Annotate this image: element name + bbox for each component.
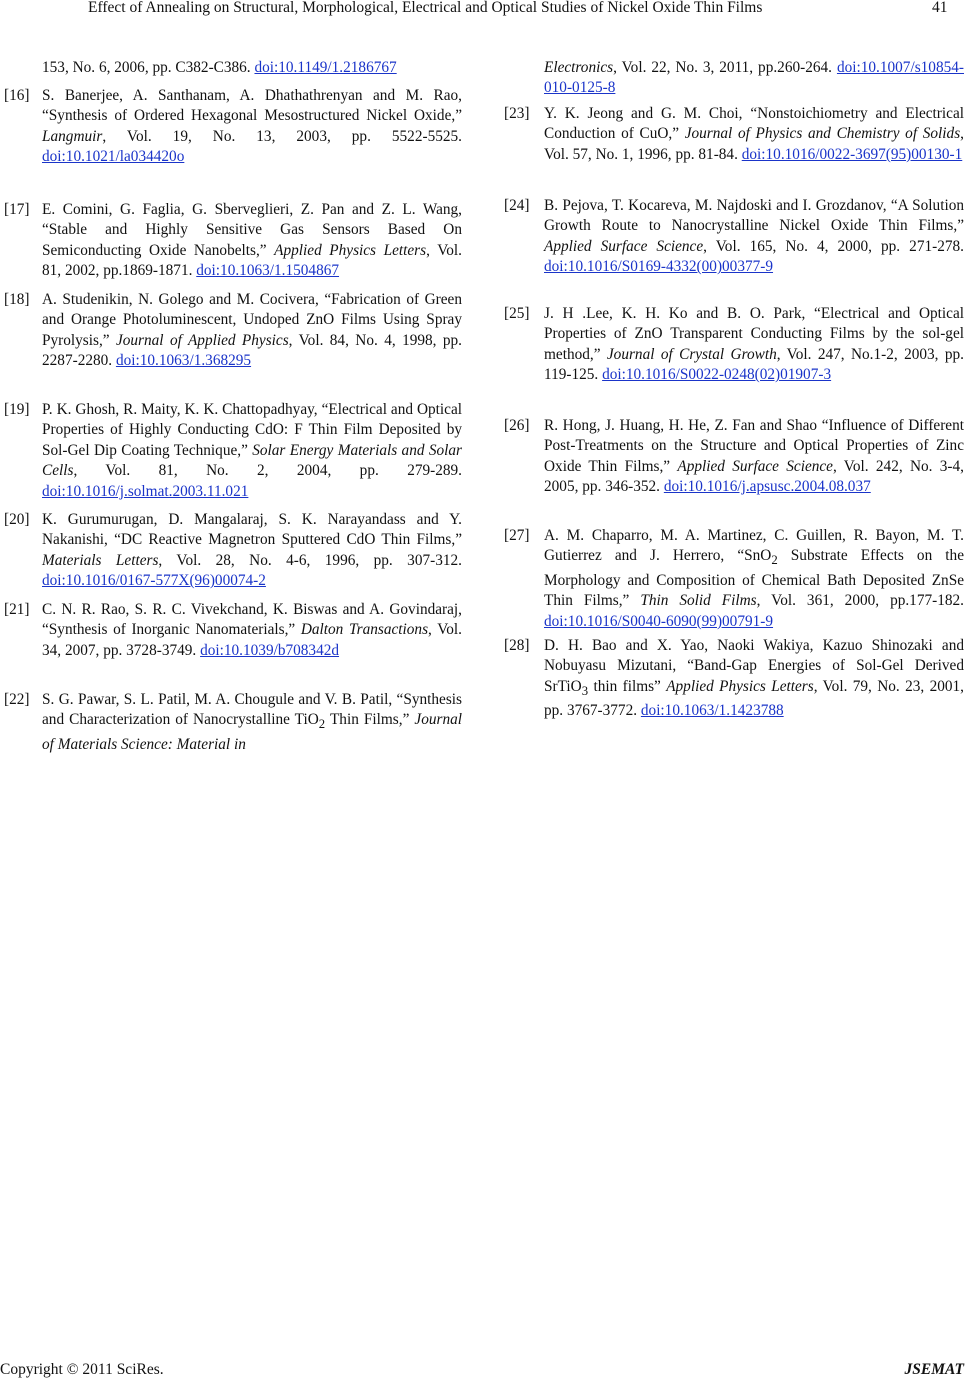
reference-text (544, 58, 964, 99)
journal-name: Journal of Applied Physics (115, 331, 289, 349)
journal-name: Langmuir (42, 127, 103, 145)
reference-number: [22] (4, 691, 30, 708)
reference-volume-pages: , Vol. 247, No.1-2, 2003, pp. 119-125. (544, 345, 964, 384)
reference-text (544, 196, 964, 278)
reference-authors-title: S. Banerjee, A. Santhanam, A. Dhathathrenyan and M. Rao, “Synthesis of Ordered Hexagonal Mesostructured Nickel Oxide,” (42, 87, 462, 125)
reference-volume-pages: , Vol. 84, No. 4, 1998, pp. 2287-2280. (42, 331, 462, 370)
journal-name: Applied Physics Letters (666, 677, 814, 695)
running-title: Effect of Annealing on Structural, Morphological, Electrical and Optical Studies of Nickel Oxide Thin Films (88, 0, 763, 16)
reference-text (544, 304, 964, 386)
doi-link[interactable]: doi:10.1016/0167-577X(96)00074-2 (42, 572, 266, 590)
journal-name: Thin Solid Films (640, 592, 757, 610)
footer-rule (0, 1355, 967, 1356)
reference-authors-title: S. G. Pawar, S. L. Patil, M. A. Chougule and V. B. Patil, “Synthesis and Characterization of Nanocrystalline TiO (42, 691, 462, 729)
page-number: 41 (932, 0, 948, 16)
reference-volume-pages: , Vol. 34, 2007, pp. 3728-3749. (42, 621, 463, 659)
reference-authors-title: D. H. Bao and X. Yao, Naoki Wakiya, Kazuo Shinozaki and Nobuyasu Mizutani, “Band-Gap Energies of Sol-Gel Derived SrTiO (544, 637, 964, 695)
doi-link[interactable]: doi:10.1063/1.1504867 (196, 262, 340, 280)
reference-text (42, 58, 462, 78)
journal-name: Solar Energy Materials and Solar Cells (42, 441, 462, 480)
reference-volume-pages: , Vol. 19, No. 13, 2003, pp. 5522-5525. (102, 127, 462, 145)
reference-title-continued: Thin Films,” (325, 711, 415, 729)
copyright-notice: Copyright © 2011 SciRes. (0, 1361, 164, 1378)
reference-text (544, 104, 964, 165)
journal-name: Applied Physics Letters (274, 241, 427, 259)
reference-authors-title: C. N. R. Rao, S. R. C. Vivekchand, K. Biswas and A. Govindaraj, “Synthesis of Inorganic Nanomaterials,” (42, 601, 462, 639)
doi-link[interactable]: doi:10.1016/S0022-0248(02)01907-3 (602, 366, 832, 384)
reference-text (42, 600, 462, 661)
chemical-subscript: 2 (318, 717, 326, 732)
reference-volume-pages: , Vol. 28, No. 4-6, 1996, pp. 307-312. (158, 551, 462, 569)
reference-number: [26] (504, 417, 530, 434)
doi-link[interactable]: doi:10.1016/0022-3697(95)00130-1 (741, 145, 963, 163)
doi-link[interactable]: doi:10.1149/1.2186767 (254, 59, 397, 76)
chemical-subscript: 3 (581, 683, 589, 698)
reference-authors-title: Y. K. Jeong and G. M. Choi, “Nonstoichiometry and Electrical Conduction of CuO,” (544, 105, 964, 143)
reference-number: [28] (504, 637, 530, 654)
journal-name: Dalton Transactions (300, 621, 429, 639)
chemical-subscript: 2 (771, 553, 778, 568)
journal-abbreviation: JSEMAT (904, 1361, 964, 1378)
reference-volume-pages: , Vol. 57, No. 1, 1996, pp. 81-84. (544, 125, 964, 163)
reference-number: [24] (504, 197, 530, 214)
reference-authors-title: B. Pejova, T. Kocareva, M. Najdoski and I. Grozdanov, “A Solution Growth Route to Nanocrystalline Nickel Oxide Thin Films,” (544, 197, 964, 235)
reference-authors-title: J. H .Lee, K. H. Ko and B. O. Park, “Electrical and Optical Properties of ZnO Transparent Conducting Films by the sol-gel method,” (544, 305, 964, 363)
journal-name: Journal of Physics and Chemistry of Solids (684, 125, 961, 143)
reference-text (42, 86, 462, 168)
reference-number: [27] (504, 527, 530, 544)
journal-name: Electronics (544, 59, 614, 76)
reference-authors-title: 153, No. 6, 2006, pp. C382-C386. (42, 59, 255, 76)
running-header (0, 0, 967, 20)
reference-number: [17] (4, 201, 30, 218)
reference-volume-pages: , Vol. 81, No. 2, 2004, pp. 279-289. (73, 462, 462, 480)
reference-authors-title: E. Comini, G. Faglia, G. Sberveglieri, Z. Pan and Z. L. Wang, “Stable and Highly Sensitive Gas Sensors Based On Semiconducting Oxide Nanobelts,” (42, 201, 462, 259)
doi-link[interactable]: doi:10.1063/1.1423788 (640, 702, 784, 720)
journal-name: Journal of Crystal Growth (606, 345, 777, 363)
reference-authors-title: A. M. Chaparro, M. A. Martinez, C. Guillen, R. Bayon, M. T. Gutierrez and J. Herrero, “SnO (544, 527, 964, 565)
reference-volume-pages: , Vol. 242, No. 3-4, 2005, pp. 346-352. (544, 457, 964, 496)
reference-volume-pages: , Vol. 79, No. 23, 2001, pp. 3767-3772. (544, 677, 964, 720)
doi-link[interactable]: doi:10.1016/j.apsusc.2004.08.037 (663, 478, 871, 496)
reference-number: [25] (504, 305, 530, 322)
reference-text (42, 510, 462, 592)
doi-link[interactable]: doi:10.1063/1.368295 (115, 352, 252, 370)
reference-text (42, 400, 462, 502)
journal-name: Journal of Materials Science: Material in (42, 711, 463, 753)
reference-number: [20] (4, 511, 30, 528)
reference-number: [19] (4, 401, 30, 418)
reference-authors-title: K. Gurumurugan, D. Mangalaraj, S. K. Narayandass and Y. Nakanishi, “DC Reactive Magnetron Sputtered CdO Thin Films,” (42, 511, 462, 549)
reference-authors-title: R. Hong, J. Huang, H. He, Z. Fan and Shao “Influence of Different Post-Treatments on the Structure and Optical Properties of Zinc Oxide Thin Films,” (544, 417, 964, 475)
reference-text (544, 526, 964, 632)
reference-number: [23] (504, 105, 530, 122)
doi-link[interactable]: doi:10.1016/S0040-6090(99)00791-9 (544, 612, 774, 630)
reference-volume-pages: , Vol. 22, No. 3, 2011, pp.260-264. (613, 59, 837, 76)
reference-text (42, 290, 462, 372)
reference-volume-pages: , Vol. 81, 2002, pp.1869-1871. (42, 241, 462, 280)
reference-number: [18] (4, 291, 30, 308)
doi-link[interactable]: doi:10.1039/b708342d (200, 641, 340, 659)
journal-name: Applied Surface Science (677, 457, 833, 475)
reference-text (544, 636, 964, 722)
reference-authors-title: P. K. Ghosh, R. Maity, K. K. Chattopadhyay, “Electrical and Optical Properties of Highly Conducting CdO: F Thin Film Deposited by Sol-Gel Dip Coating Technique,” (42, 401, 462, 459)
reference-text (544, 416, 964, 498)
reference-volume-pages: , Vol. 361, 2000, pp.177-182. (756, 592, 964, 610)
doi-link[interactable]: doi:10.1016/S0169-4332(00)00377-9 (544, 258, 774, 276)
reference-title-continued: Substrate Effects on the Morphology and Composition of Chemical Bath Deposited ZnSe Thin Films,” (544, 547, 964, 610)
reference-number: [16] (4, 87, 30, 104)
doi-link[interactable]: doi:10.1021/la034420o (42, 148, 185, 166)
journal-name: Applied Surface Science (544, 237, 704, 255)
doi-link[interactable]: doi:10.1007/s10854-010-0125-8 (544, 59, 964, 97)
journal-name: Materials Letters (42, 551, 159, 569)
reference-text (42, 200, 462, 282)
reference-authors-title: A. Studenikin, N. Golego and M. Cocivera, “Fabrication of Green and Orange Photoluminescent, Undoped ZnO Films Using Spray Pyrolysis,” (42, 291, 462, 349)
reference-number: [21] (4, 601, 30, 618)
reference-title-continued: thin films” (588, 677, 667, 695)
reference-text (42, 690, 462, 755)
doi-link[interactable]: doi:10.1016/j.solmat.2003.11.021 (42, 482, 249, 500)
reference-volume-pages: , Vol. 165, No. 4, 2000, pp. 271-278. (703, 237, 964, 255)
